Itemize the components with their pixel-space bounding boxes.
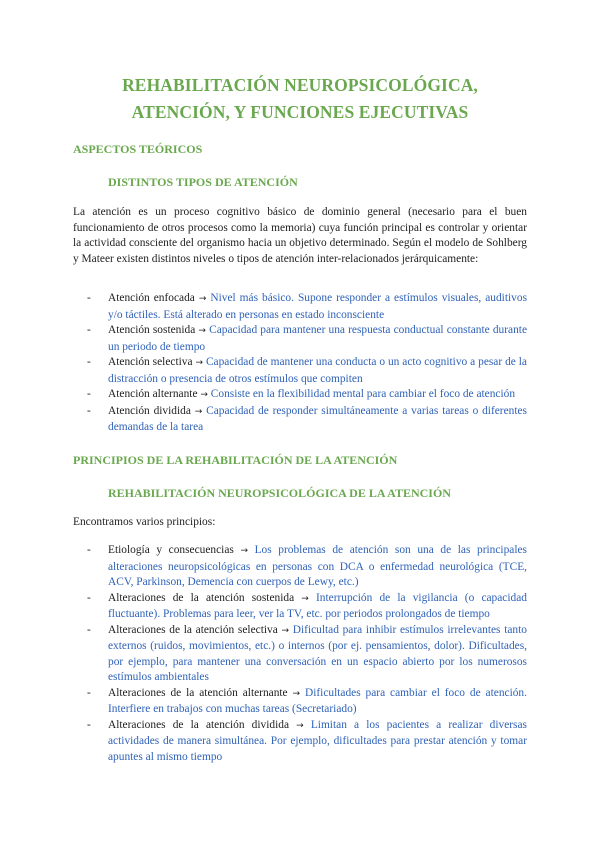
subsection-heading-rehabilitacion: REHABILITACIÓN NEUROPSICOLÓGICA DE LA ATENCIÓN [108,486,451,500]
arrow-icon: → [296,720,304,731]
list-dash: - [87,623,91,636]
arrow-icon: → [195,358,204,368]
list-dash: - [87,404,91,417]
arrow-icon: → [301,593,309,604]
principle-item [73,543,527,591]
attention-type-item [73,291,527,323]
list-item-label: Atención selectiva [108,356,193,368]
document-title [73,0,527,126]
arrow-icon: → [198,326,206,336]
list-item-label: Alteraciones de la atención sostenida [108,591,295,604]
list-item-description: Capacidad de responder simultáneamente a varias tareas o diferentes demandas de la tarea [108,404,527,433]
list-item-description: Nivel más básico. Supone responder a estímulos visuales, auditivos y/o táctiles. Está alterado en personas en estado inconsciente [108,292,528,321]
list-dash: - [87,324,91,336]
attention-type-item [73,355,527,387]
arrow-icon: → [292,688,301,699]
list-dash: - [87,356,91,368]
title-line-1: REHABILITACIÓN NEUROPSICOLÓGICA, [122,75,478,95]
principles-intro: Encontramos varios principios: [73,516,216,528]
attention-type-item [73,323,527,355]
list-dash: - [87,388,91,400]
attention-types-list [73,291,527,436]
list-item-label: Alteraciones de la atención alternante [108,686,288,699]
list-item-description: Limitan a los pacientes a realizar diversas actividades de manera simultánea. Por ejemplo, dificultades para prestar atención y tomar apuntes al mismo tiempo [108,718,527,763]
principles-list [73,543,527,765]
intro-paragraph: La atención es un proceso cognitivo básico de dominio general (necesario para el buen funcionamiento de otros procesos como la memoria) cuya función principal es controlar y orientar la actividad consciente del organismo hacia un objetivo determinado. Según el modelo de Sohlberg y Mateer existen distintos niveles o tipos de atención inter-relacionados jerárquicamente: [73,206,527,265]
principle-item [73,623,527,686]
attention-type-item [73,404,527,436]
list-dash: - [87,686,91,699]
list-item-description: Los problemas de atención son una de las principales alteraciones neuropsicológicas en personas con DCA o enfermedad neurológica (TCE, ACV, Parkinson, Demencia con cuerpos de Lewy, etc.) [108,544,527,588]
list-item-label: Alteraciones de la atención selectiva [108,623,278,636]
list-item-description: Capacidad de mantener una conducta o un acto cognitivo a pesar de la distracción o presencia de otros estímulos que compiten [108,356,527,385]
list-dash: - [87,544,91,556]
list-dash: - [87,591,91,604]
list-item-description: Capacidad para mantener una respuesta conductual constante durante un periodo de tiempo [108,324,528,353]
arrow-icon: → [194,406,203,417]
list-item-label: Atención sostenida [108,324,196,336]
section-heading-principios: PRINCIPIOS DE LA REHABILITACIÓN DE LA ATENCIÓN [73,453,398,467]
list-item-label: Etiología y consecuencias [108,544,234,556]
principle-item [73,718,527,766]
list-item-description: Dificultades para cambiar el foco de atención. Interfiere en trabajos con muchas tareas (Secretariado) [108,686,527,715]
arrow-icon: → [198,294,207,304]
list-item-label: Atención dividida [108,404,191,417]
list-dash: - [87,292,91,304]
list-item-label: Alteraciones de la atención dividida [108,718,289,731]
list-item-description: Interrupción de la vigilancia (o capacidad fluctuante). Problemas para leer, ver la TV, etc. por periodos prolongados de tiempo [108,591,527,620]
attention-type-item [73,387,527,404]
list-item-label: Atención alternante [108,388,198,400]
list-item-label: Atención enfocada [108,292,195,304]
list-item-description: Dificultad para inhibir estímulos irrelevantes tanto externos (ruidos, movimientos, etc.) o internos (por ej. pensamientos, dolor). Dificultades, por ejemplo, para mantener una conversación en un espacio abierto por los numerosos estímulos ambientales [108,623,527,683]
principle-item [73,686,527,718]
list-dash: - [87,718,91,731]
subsection-heading-tipos: DISTINTOS TIPOS DE ATENCIÓN [108,175,298,189]
arrow-icon: → [281,625,290,636]
principle-item [73,591,527,623]
section-heading-aspectos: ASPECTOS TEÓRICOS [73,142,203,156]
title-line-2: ATENCIÓN, Y FUNCIONES EJECUTIVAS [131,102,469,122]
arrow-icon: → [240,546,248,556]
list-item-description: Consiste en la flexibilidad mental para cambiar el foco de atención [210,388,516,400]
arrow-icon: → [200,390,208,400]
